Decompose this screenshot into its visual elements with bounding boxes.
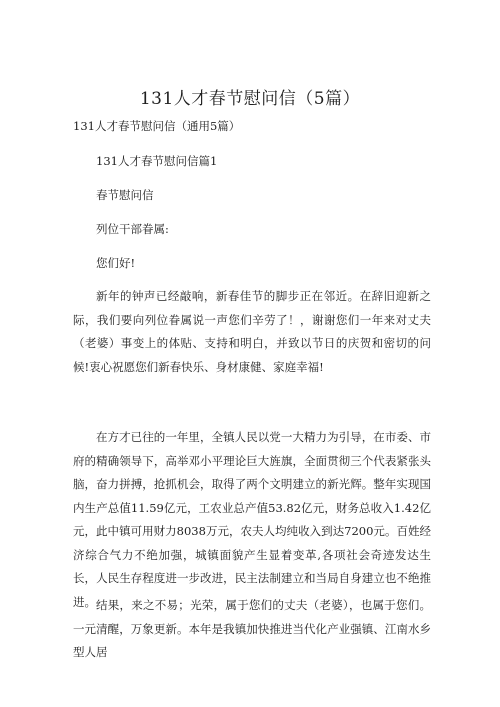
document-subtitle: 131人才春节慰问信（通用5篇） [73, 119, 241, 133]
section-heading: 131人才春节慰问信篇1 [96, 154, 218, 168]
document-title: 131人才春节慰问信（5篇） [139, 89, 361, 109]
paragraph-2: 在方才已往的一年里，全镇人民以党一大精力为引导，在市委、市府的精确领导下，高举邓小平理论巨大旌旗，全面贯彻三个代表紧张头脑，奋力拼搏，抢抓机会，取得了两个文明建立的新光辉。整年实现国内生产总值11.59亿元，工农业总产值53.82亿元，财务总收入1.42亿元，此中镇可用财力8038万元，农夫人均纯收入到达7200元。百姓经济综合气力不绝加强，城镇面貌产生显着变革,各项社会奇迹发达生长，人民生存程度进一步改进，民主法制建立和当局自身建立也不绝推进。 [73, 430, 431, 609]
greeting: 您们好! [96, 256, 136, 270]
paragraph-1: 新年的钟声已经敲响，新春佳节的脚步正在邻近。在辞旧迎新之际，我们要向列位眷属说一声您们辛劳了！，谢谢您们一年来对丈夫（老婆）事变上的体贴、支持和明白，并致以节日的庆贺和密切的问候!衷心祝愿您们新春快乐、身材康健、家庭幸福! [73, 289, 431, 374]
paragraph-3: 结果，来之不易；光荣，属于您们的丈夫（老婆），也属于您们。一元清醒，万象更新。本年是我镇加快推进当代化产业强镇、江南水乡型人居 [73, 598, 431, 659]
letter-title: 春节慰问信 [96, 188, 154, 202]
addressee: 列位干部眷属: [96, 222, 169, 236]
